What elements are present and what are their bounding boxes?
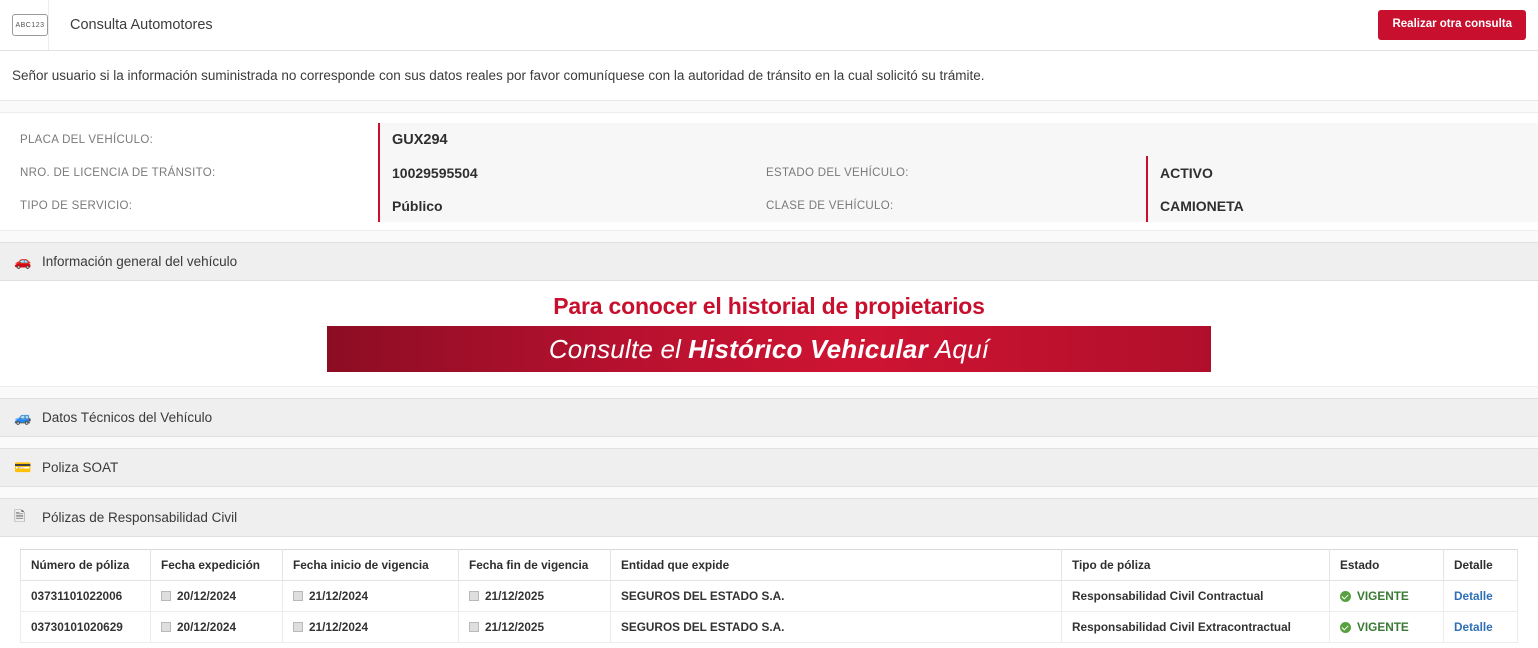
historico-vehicular-cta[interactable] [327, 326, 1211, 372]
banner-cta-suffix: Aquí [934, 333, 990, 364]
spacer [0, 487, 1538, 498]
cell-fecha-inicio-text: 21/12/2024 [309, 589, 369, 603]
cell-fecha-expedicion [151, 612, 283, 643]
page-title: Consulta Automotores [70, 17, 213, 33]
vehicle-summary-panel [0, 112, 1538, 231]
top-bar [0, 0, 1538, 51]
spacer [0, 387, 1538, 398]
cell-fecha-expedicion-text: 20/12/2024 [177, 589, 237, 603]
clase-vehiculo-value: CAMIONETA [1146, 189, 1538, 222]
spacer [0, 231, 1538, 242]
detalle-link[interactable]: Detalle [1454, 589, 1493, 603]
cell-fecha-fin [459, 581, 611, 612]
table-row [21, 581, 1518, 612]
banner-cta-strong: Histórico Vehicular [688, 333, 928, 364]
section-poliza-soat-label: Poliza SOAT [42, 460, 119, 475]
cell-estado [1330, 581, 1444, 612]
calendar-icon [469, 622, 479, 632]
calendar-icon [161, 591, 171, 601]
section-datos-tecnicos-label: Datos Técnicos del Vehículo [42, 410, 213, 425]
calendar-icon [293, 622, 303, 632]
cell-fecha-fin-text: 21/12/2025 [485, 589, 545, 603]
car-icon: 🚗 [14, 253, 32, 269]
summary-row-licencia [0, 156, 1538, 189]
historico-vehicular-banner [0, 281, 1538, 387]
wrench-icon: 🚙 [14, 409, 32, 425]
check-circle-icon [1340, 591, 1351, 602]
estado-vehiculo-label: ESTADO DEL VEHÍCULO: [766, 156, 1146, 189]
th-fecha-fin: Fecha fin de vigencia [459, 550, 611, 581]
status-badge: VIGENTE [1357, 589, 1409, 603]
cell-fecha-fin-text: 21/12/2025 [485, 620, 545, 634]
cell-fecha-fin [459, 612, 611, 643]
detalle-link[interactable]: Detalle [1454, 620, 1493, 634]
th-fecha-expedicion: Fecha expedición [151, 550, 283, 581]
topbar-divider [48, 0, 49, 50]
spacer [0, 101, 1538, 112]
tipo-servicio-value: Público [378, 189, 766, 222]
section-polizas-responsabilidad-civil-label: Pólizas de Responsabilidad Civil [42, 510, 238, 525]
licencia-label: NRO. DE LICENCIA DE TRÁNSITO: [20, 166, 216, 179]
cell-numero-poliza: 03730101020629 [21, 612, 151, 643]
check-circle-icon [1340, 622, 1351, 633]
th-estado: Estado [1330, 550, 1444, 581]
calendar-icon [161, 622, 171, 632]
status-badge: VIGENTE [1357, 620, 1409, 634]
table-header-row [21, 550, 1518, 581]
spacer [0, 437, 1538, 448]
nueva-consulta-button[interactable]: Realizar otra consulta [1378, 10, 1526, 40]
document-icon: 🗎 [14, 507, 26, 524]
section-polizas-responsabilidad-civil[interactable] [0, 498, 1538, 537]
section-datos-tecnicos[interactable] [0, 398, 1538, 437]
summary-row-servicio [0, 189, 1538, 222]
cell-tipo-poliza: Responsabilidad Civil Contractual [1062, 581, 1330, 612]
banner-headline: Para conocer el historial de propietarios [553, 293, 985, 319]
table-row [21, 612, 1518, 643]
cell-detalle [1444, 612, 1518, 643]
clase-vehiculo-label: CLASE DE VEHÍCULO: [766, 189, 1146, 222]
cell-tipo-poliza: Responsabilidad Civil Extracontractual [1062, 612, 1330, 643]
th-numero-poliza: Número de póliza [21, 550, 151, 581]
cell-fecha-inicio-text: 21/12/2024 [309, 620, 369, 634]
th-detalle: Detalle [1444, 550, 1518, 581]
licencia-value: 10029595504 [378, 156, 766, 189]
estado-vehiculo-value: ACTIVO [1146, 156, 1538, 189]
placa-label: PLACA DEL VEHÍCULO: [20, 133, 154, 146]
section-informacion-general-label: Información general del vehículo [42, 254, 238, 269]
cell-estado [1330, 612, 1444, 643]
cell-detalle [1444, 581, 1518, 612]
plate-logo-icon: ABC123 [12, 14, 48, 36]
placa-value: GUX294 [378, 123, 1538, 156]
cell-entidad: SEGUROS DEL ESTADO S.A. [611, 581, 1062, 612]
calendar-icon [469, 591, 479, 601]
card-icon: 💳 [14, 459, 32, 475]
cell-fecha-inicio [283, 581, 459, 612]
banner-cta-prefix: Consulte el [548, 333, 682, 364]
cell-entidad: SEGUROS DEL ESTADO S.A. [611, 612, 1062, 643]
section-poliza-soat[interactable] [0, 448, 1538, 487]
th-entidad: Entidad que expide [611, 550, 1062, 581]
polizas-table-container [0, 537, 1538, 643]
polizas-table [20, 549, 1518, 643]
user-notice: Señor usuario si la información suministrada no corresponde con sus datos reales por favor comuníquese con la autoridad de tránsito en la cual solicitó su trámite. [0, 51, 1538, 101]
cell-fecha-inicio [283, 612, 459, 643]
cell-fecha-expedicion-text: 20/12/2024 [177, 620, 237, 634]
cell-numero-poliza: 03731101022006 [21, 581, 151, 612]
tipo-servicio-label: TIPO DE SERVICIO: [20, 199, 133, 212]
cell-fecha-expedicion [151, 581, 283, 612]
section-informacion-general[interactable] [0, 242, 1538, 281]
th-fecha-inicio: Fecha inicio de vigencia [283, 550, 459, 581]
th-tipo-poliza: Tipo de póliza [1062, 550, 1330, 581]
summary-row-placa [0, 123, 1538, 156]
calendar-icon [293, 591, 303, 601]
